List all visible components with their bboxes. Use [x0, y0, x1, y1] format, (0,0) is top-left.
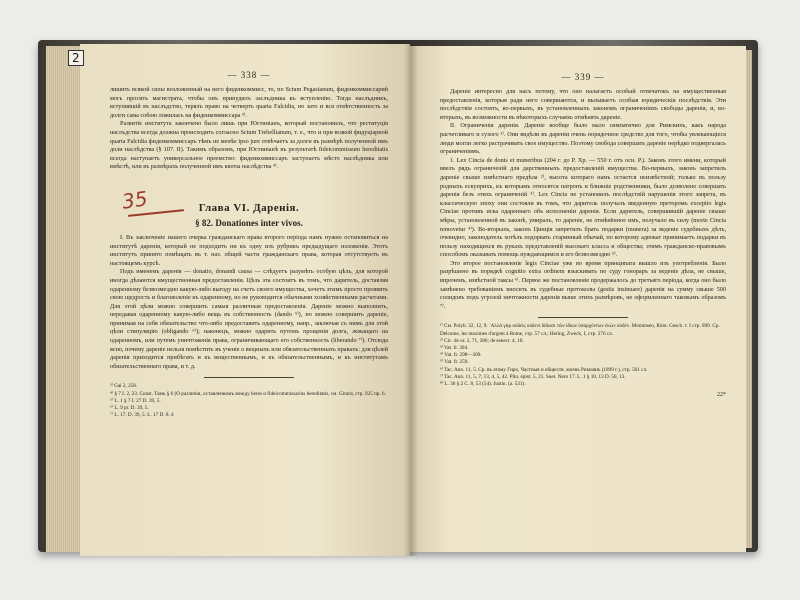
footnote: ⁵⁾ Vat. fr. 259.: [440, 359, 469, 366]
footnote: ⁵⁾ L. 1 § 7 I. 27 D. 39, 5.: [110, 397, 161, 404]
paragraph: лишить всякой силы возложенный на него фидеикоммисс, то, по Sctum Pegasianum, фидеикоммиссарий могь просить магистрата, чтобы онъ принудилъ заслъдника къ вступленію. Тогда наслъдникъ, вступившій въ наслъдство, терялъ право на четверть quarta Falcidia, но зато и вся отвѣтственность за долги сама собою ложилась на фидеикоммиссара ³⁾.: [110, 86, 388, 119]
left-page: [80, 44, 410, 556]
footnote: ⁶⁾ Tac. Ann. 11, 5. Ср. въ атому Гиро, Частныя и обществ. жизнь Римлянъ (1899 г.), стр. 561 сл.: [440, 366, 648, 373]
page-edges-left: [46, 46, 82, 552]
footnote: ⁷⁾ L. 17. D. 39, 5. L. 17 D. 8. 4: [110, 412, 174, 419]
footnote: ⁴⁾ Vat. fr. 298—309.: [440, 352, 482, 359]
paragraph: Подъ именемъ даренія — donatio, donandi causa — слѣдуетъ разумѣть особую цѣль, для которой иногда дѣлаются имущественныя предоставленія. Цѣль эта состоитъ въ томъ, что даритель, доставляя одаренному безвозмездно какую-либо выгоду на счетъ своего имущества, хочетъ этимъ просто проявить свою щедрость и благоволеніе къ одаренному, но не руководится обычными хозяйственными расчетами. Для этой цѣли можно совершить самыя различныя предоставленія. Дареніе можно выполнить, передавая одаренному какую-либо вещь въ собственность (dando ⁵⁾), но можно совершить дареніе, принимая на себя обязательство что-либо предоставить одаренному, напр., заключая съ нимъ для этой цѣли стипуляцію (obligando ⁶⁾); наконецъ, можно одарить путемъ прощенія долга, лежащаго на одаренномъ, или путемъ уничтоженія права, ограничивающаго его собственность (liberando ⁷⁾). Отсюда ясно, почему дареніе нельзя помѣстить въ ученіе о вещныхъ или обязательственныхъ правахъ: для цѣлей даренія приходится прибѣгать и къ вещественнымъ, и къ обязательственнымъ, и къ институтамъ обязательственнаго права, и т. д.: [110, 268, 388, 370]
paragraph: Дареніе интересно для насъ потому, что оно налагаетъ особый отпечатокъ на имущественныя предоставленія, которыя ради него совершаются, и вызываетъ особыя юридическія послѣдствія. Эти послѣдствія состоятъ, во-первыхъ, въ установленныхъ закономъ ограниченіяхъ свободы даренія, и, во-вторыхъ, въ возможности въ нѣкоторыхъ случаяхъ отмѣнять дареніе.: [440, 88, 726, 121]
chapter-title: Глава VI. Даренія.: [198, 201, 300, 214]
footnote-rule: [204, 377, 294, 378]
chapter-heading-block: [110, 186, 388, 228]
paragraph: 1. Lex Cincia de donis et muneribus (204 г. до Р. Хр. — 550 г. отъ осн. Р.). Законъ этого имени, который ввелъ рядъ ограниченій для дарственныхъ предоставленій имущества. Во-первыхъ, законъ запретилъ дареніе свыше извѣстнаго предѣла ²⁾, высота котораго намъ остается неизвѣстной; только въ пользу родныхъ ескуприхъ, къ которымъ относятся патронъ и ближніе родственники, было дозволено совершать даренія безъ этихъ ограниченій ³⁾. Lex Cincia не установилъ послѣдствій нарушенія этого запрета, въ классическую эпоху они состояли въ томъ, что даритель получалъ введенную преторомъ exceptio legis Cinciae противъ иска одареннаго объ исполненіи даренія. Если даритель, совершившій дареніе свыше мѣры, установленной въ законѣ, умиралъ, то дареніе, не отмѣнённое имъ, получало въ силу (morte Cincia removetur ⁴⁾). Во-вторыхъ, законъ Цинція запретилъ брать подарки (munera) за веденіе судебныхъ дѣлъ, очевидно, законодатель хотѣлъ подорвать старинный обычай, по которому адвокат принимаетъ подарки въ пользу находящихся въ рукахъ представленій высокаго класса и общества; этимъ гражданско-правовымъ способомъ оказывать помощь нуждающимся и его безвозмездно ⁵⁾.: [440, 156, 726, 259]
footnote: ⁷⁾ Tac. Ann. 11, 5, 7; 13, 4, 5, 42. Plin. epist. 5, 21. Suet. Nero 17. L. 1 § 10, 13 D. 50, 13.: [440, 373, 626, 380]
paragraph: Развитіе института закончено было лишь при Юстиніанъ, который постановилъ, что реституція наслъдства всегда должна происходить согласно Sctum Trebellianum, т. е., что и при всякой фидуціарной quarta Falcidia фидеикоммиссаръ тѣмъ не менѣе ipso jure отвѣчаетъ за долги въ размѣрѣ полученной имъ доли наслѣдства (§ 107. II). Такимъ образомъ, при Юстиніанѣ въ результатѣ fideicommissum hereditatis всегда наступаетъ универсальное преемство: фидеикоммиссаръ заступаетъ мѣсто наслѣдника или вмѣстѣ, или въ размѣрахъ полученной имъ квоты наслѣдства ⁴⁾.: [110, 120, 388, 171]
paragraph: I. Въ заключеніе нашего очерка гражданскаго права второго періода намъ нужно остановиться на институтѣ даренія, который не подходитъ ни къ одну изъ рубрикъ предыдущаго изложенія. Этотъ институтъ принято помѣщать въ т. наз. общей части гражданскаго права, которая отсутствуетъ въ настоящемъ курсѣ.: [110, 233, 388, 267]
page-number: — 339 —: [561, 72, 605, 82]
right-page: [410, 46, 746, 552]
footnote: ³⁾ Vat. fr. 304.: [440, 345, 469, 352]
section-title: § 82. Donationes inter vivos.: [195, 217, 303, 228]
footnote: ⁸⁾ L. 36 § 2 C. 8, 53 (54). Justin. (a. 531).: [440, 381, 526, 388]
footnotes: [110, 383, 388, 419]
footnote: ¹⁾ См. Polyb. 32, 12, 9. ᾽Αλλὰ γὰρ οὐδεὶς οὐδενὶ δίδωσι τῶν ἰδίων ὑπαρχόντων ἑκὼν οὐδέν. Mommsen, Röm. Gesch. т. I стр. 890. Ср. Delcume, les maximes d'argent à Rome, стр. 57 сл.; Hering, Zweck, I, стр. 276 сл.: [440, 323, 720, 337]
footnote: ⁴⁾ § 7 I. 2, 23. Const. Тамъ § 6 (О различіи, оставленномъ между heres и fideicommissarius hereditatis, см. Girard, стр. 925 пр. 6.: [110, 390, 386, 397]
paragraph: II. Ограниченія даренія. Дареніе вообще было мало симпатично для Римскихъ, какъ народа расчетливаго и сухого ¹⁾. Они видѣли въ дареніи очень порядочное средство для того, чтобы увлекающіеся люди могли легко растрачивать свое имущество. Поэтому свобода совершать дареніе нерѣдко подвергалась ограниченіямъ.: [440, 122, 726, 156]
paragraph: Это второе постановленіе legis Cinciae уже во время принципата вышло изъ употребленія. Было разрѣшено въ порядкѣ cognitio extra ordinem взыскивать по суду гонораръ за веденіе дѣла, не свыше, впрочемъ, извѣстной таксы ⁶⁾. Первое же постановленіе продержалось до третьяго періода, когда оно было замѣнено требованіемъ вносить въ судебные протоколы (gestis insinuare) даренія на сумму свыше 500 солидовъ подъ угрозой ничтожности даренія выше этихъ размѣровъ, не оформленнаго таковымъ образомъ ⁷⁾.: [440, 259, 726, 310]
book-gutter: [404, 44, 418, 556]
footnote: ²⁾ Cic. de or. 2, 71, 286; de senect. 4, 10.: [440, 337, 524, 344]
footnote-rule: [538, 317, 628, 318]
footnotes: [440, 323, 726, 388]
pencil-annotation: 35: [120, 186, 149, 214]
corner-label: 2: [68, 50, 84, 66]
page-number: — 338 —: [227, 70, 271, 80]
signature-mark: 22*: [717, 392, 726, 399]
footnote: ³⁾ Gai 2, 258.: [110, 383, 138, 390]
footnote: ⁶⁾ L. 9 pr. D. 39, 5.: [110, 405, 149, 412]
